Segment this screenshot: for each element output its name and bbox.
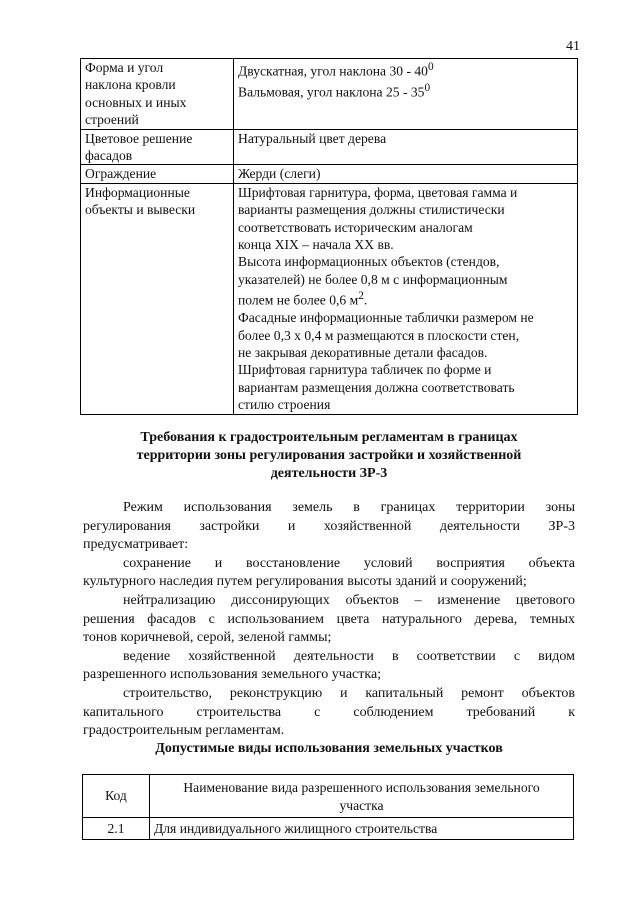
value-line xyxy=(238,396,573,413)
uses-heading: Допустимые виды использования земельных участков xyxy=(155,741,503,756)
value-text: Натуральный цвет дерева xyxy=(238,130,387,146)
value-text: варианты размещения должны стилистически xyxy=(238,202,505,218)
page-number: 41 xyxy=(566,39,580,54)
value-line xyxy=(238,309,573,326)
parameter-value-cell xyxy=(234,183,578,414)
label-line: Цветовое решение xyxy=(85,130,193,146)
value-text: полем не более 0,6 м xyxy=(238,292,359,308)
name-header-line: Наименование вида разрешенного использования земельного xyxy=(183,780,540,795)
table-row xyxy=(81,183,578,414)
table-row xyxy=(81,165,578,183)
value-text: Высота информационных объектов (стендов, xyxy=(238,254,500,270)
label-line: объекты и вывески xyxy=(85,202,196,218)
value-line xyxy=(238,201,573,218)
parameter-label-cell xyxy=(81,129,234,165)
text-line: Режим использования земель в границах территории зоны xyxy=(123,500,575,515)
text-line: градостроительным регламентам. xyxy=(83,723,285,739)
code-column-header: Код xyxy=(83,775,150,818)
uses-table-header-row xyxy=(83,775,574,818)
value-line xyxy=(238,219,573,236)
value-line xyxy=(238,165,573,182)
text-line: сохранение и восстановление условий восприятия объекта xyxy=(123,555,575,571)
label-line: строений xyxy=(85,112,139,128)
text-line: нейтрализацию диссонирующих объектов – изменение цветового xyxy=(123,592,575,608)
heading-line: деятельности ЗР-3 xyxy=(270,466,388,481)
section-heading xyxy=(80,429,578,483)
table-row xyxy=(83,818,574,840)
value-line xyxy=(238,288,573,309)
text-line: тонов коричневой, серой, зеленой гаммы; xyxy=(83,630,332,646)
parameter-value-cell xyxy=(234,59,578,130)
value-text: вариантам размещения должна соответствовать xyxy=(238,379,515,395)
value-text: указателей) не более 0,8 м с информационным xyxy=(238,271,508,287)
text-line: капитального строительства с соблюдением требований к xyxy=(83,704,575,720)
value-line xyxy=(238,271,573,288)
use-code-cell: 2.1 xyxy=(83,818,150,840)
value-line xyxy=(238,130,573,147)
parameter-label-cell xyxy=(81,183,234,414)
value-text: Фасадные информационные таблички размером не xyxy=(238,310,534,326)
parameter-value-cell xyxy=(234,129,578,165)
value-line xyxy=(238,327,573,344)
heading-line: территории зоны регулирования застройки и хозяйственной xyxy=(136,448,522,463)
value-line xyxy=(238,253,573,270)
parameters-table xyxy=(80,58,578,415)
value-text: конца XIX – начала XX вв. xyxy=(238,237,394,253)
superscript: 0 xyxy=(427,61,434,73)
table-row xyxy=(81,129,578,165)
permitted-uses-table xyxy=(82,774,574,840)
text-line: разрешенного использования земельного участка; xyxy=(83,667,382,683)
label-line: наклона кровли xyxy=(85,77,176,93)
value-line xyxy=(238,184,573,201)
name-column-header xyxy=(150,775,574,818)
text-line: строительство, реконструкцию и капитальный ремонт объектов xyxy=(123,685,575,701)
text-line: культурного наследия путем регулирования высоты зданий и сооружений; xyxy=(83,574,527,590)
label-line: Ограждение xyxy=(85,166,157,182)
use-name-cell: Для индивидуального жилищного строительства xyxy=(150,818,574,840)
value-text: Шрифтовая гарнитура, форма, цветовая гамма и xyxy=(238,184,518,200)
label-line: Информационные xyxy=(85,184,190,200)
text-line: ведение хозяйственной деятельности в соответствии с видом xyxy=(123,648,575,664)
superscript: 2 xyxy=(358,290,364,303)
label-line: основных и иных xyxy=(85,94,187,110)
text-line: предусматривает: xyxy=(83,537,189,553)
value-text: не закрывая декоративные детали фасадов. xyxy=(238,345,488,361)
label-line: Форма и угол xyxy=(85,60,164,75)
text-line: регулирования застройки и хозяйственной деятельности ЗР-3 xyxy=(83,518,575,534)
value-text-suffix: . xyxy=(363,292,368,308)
body-text xyxy=(83,499,575,741)
text-line: решения фасадов с использованием цвета натурального дерева, темных xyxy=(83,611,575,627)
heading-line: Требования к градостроительным регламентам в границах xyxy=(140,430,518,445)
value-text: Жерди (слеги) xyxy=(238,166,321,182)
value-line xyxy=(238,80,573,101)
superscript: 0 xyxy=(424,81,431,94)
parameter-label-cell xyxy=(81,59,234,130)
value-text: стилю строения xyxy=(238,397,331,413)
name-header-line: участка xyxy=(339,798,384,813)
value-text: соответствовать историческим аналогам xyxy=(238,219,473,235)
label-line: фасадов xyxy=(85,148,133,164)
value-line xyxy=(238,236,573,253)
value-text: Вальмовая, угол наклона 25 - 35 xyxy=(238,84,425,100)
value-line xyxy=(238,361,573,378)
value-text: Двускатная, угол наклона 30 - 40 xyxy=(238,63,428,79)
value-line xyxy=(238,379,573,396)
table-row xyxy=(81,59,578,130)
parameter-value-cell xyxy=(234,165,578,183)
parameter-label-cell xyxy=(81,165,234,183)
value-text: Шрифтовая гарнитура табличек по форме и xyxy=(238,362,492,378)
value-text: более 0,3 х 0,4 м размещаются в плоскости стен, xyxy=(238,327,520,343)
value-line xyxy=(238,59,573,80)
value-line xyxy=(238,344,573,361)
